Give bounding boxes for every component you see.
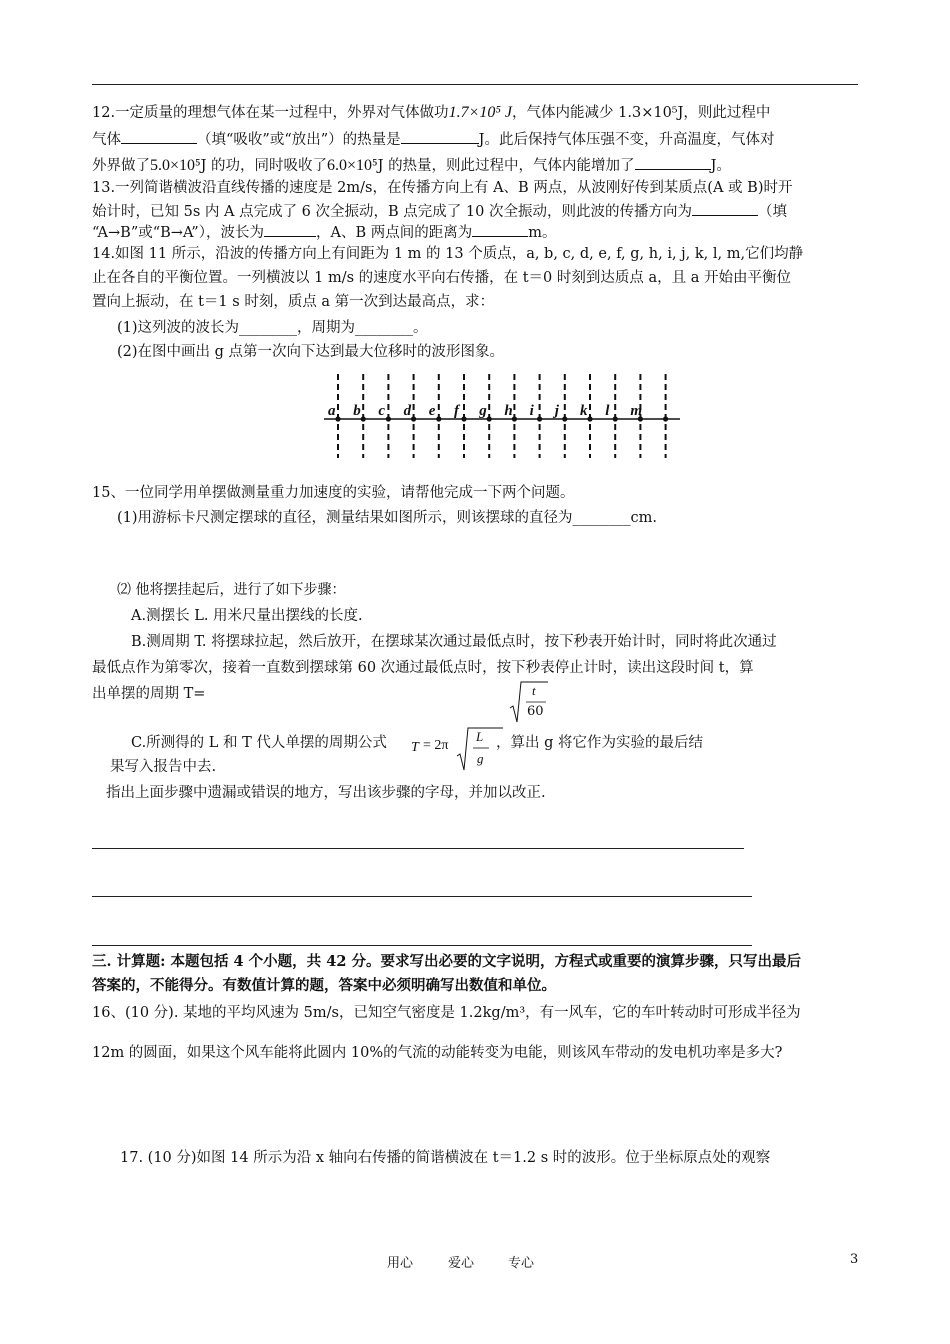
particle-label: k [580,403,588,419]
text: m。 [528,225,557,241]
particle-label: c [378,403,386,419]
particle-dot [361,416,366,421]
particle-dot [335,416,340,421]
q17-line-1: 17. (10 分)如图 14 所示为沿 x 轴向右传播的简谐横波在 t＝1.2 s 时的波形。位于坐标原点处的观察 [120,1150,771,1166]
text: 始计时，已知 5s 内 A 点完成了 6 次全振动，B 点完成了 10 次全振动，则此波的传播方向为 [92,204,692,220]
particle-dot [411,416,416,421]
particle-label: l [605,403,610,419]
answer-line-3[interactable] [92,945,752,946]
text: J 的功，同时吸收了 [200,158,328,174]
footer-text: 用心 [387,1256,414,1271]
particle-label: d [403,403,412,419]
answer-blank[interactable] [635,155,711,170]
particle-dot [663,416,668,421]
q15-step-c-1b: ，算出 g 将它作为实验的最后结 [496,735,703,751]
text: J。此后保持气体压强不变，升高温度，气体对 [478,132,775,148]
q15-line-1: 15、一位同学用单摆做测量重力加速度的实验，请帮他完成一下两个问题。 [92,485,575,501]
q15-step-b-3: 出单摆的周期 T= [92,686,206,702]
q16-line-2: 12m 的圆面，如果这个风车能将此圆内 10%的气流的动能转变为电能，则该风车带动的发电机功率是多大? [92,1045,783,1061]
q15-step-a: A.测摆长 L. 用米尺量出摆线的长度. [131,608,363,624]
particle-dot [461,416,466,421]
formula-eq: = 2π [423,738,449,753]
particle-dot [487,416,492,421]
particle-label: a [328,403,336,419]
particle-dot [562,416,567,421]
q15-step-b-1: B.测周期 T. 将摆球拉起，然后放开，在摆球某次通过最低点时，按下秒表开始计时，同时将此次通过 [131,634,777,650]
top-rule [92,84,858,85]
text: “A→B”或“B→A”），波长为 [92,225,264,241]
answer-line-1[interactable] [92,848,744,849]
particle-label: h [504,403,513,419]
q14-line-1: 14.如图 11 所示，沿波的传播方向上有间距为 1 m 的 13 个质点，a, b, c, d, e, f, g, h, i, j, k, l, m,它们均静 [92,246,804,262]
q12-line-2 [92,129,774,150]
formula: 1.7×10⁵ J [448,104,513,121]
text: J。 [710,158,731,174]
answer-blank[interactable] [692,201,758,216]
text: （填 [757,204,787,220]
section-3-line-1: 三. 计算题: 本题包括 4 个小题，共 42 分。要求写出必要的文字说明，方程式或重要的演算步骤，只写出最后 [92,953,801,970]
q15-step-c-1 [131,733,387,753]
answer-blank[interactable] [472,222,528,237]
denominator: g [477,751,484,766]
footer-text: 专心 [508,1256,535,1271]
formula: 6.0×10⁵ [327,157,378,174]
q15-step-c-2: 果写入报告中去. [110,759,217,775]
formula-T: T [411,740,419,755]
answer-blank[interactable] [264,222,316,237]
particle-label: b [353,403,361,419]
text: ，A、B 两点间的距离为 [315,225,473,241]
text: 外界做了 [92,158,150,174]
particle-dot [386,416,391,421]
q13-line-1: 13.一列简谐横波沿直线传播的速度是 2m/s，在传播方向上有 A、B 两点，从波刚好传到某质点(A 或 B)时开 [92,180,793,196]
answer-blank[interactable] [121,129,197,144]
particle-dot [537,416,542,421]
text: C.所测得的 L 和 T 代人单摆的周期公式 [131,735,387,751]
answer-blank[interactable] [401,129,479,144]
q13-line-2 [92,201,787,222]
particle-label: j [554,403,559,419]
particle-label: f [454,403,459,419]
particle-dot [587,416,592,421]
particle-label: e [428,403,436,419]
denominator: 60 [527,704,544,719]
q14-line-3: 置向上振动，在 t＝1 s 时刻，质点 a 第一次到达最高点，求： [92,294,495,310]
text: ，气体内能减少 1.3×10⁵J，则此过程中 [512,105,771,121]
q15-question: 指出上面步骤中遗漏或错误的地方，写出该步骤的字母，并加以改正. [106,785,546,801]
q16-line-1: 16、(10 分). 某地的平均风速为 5m/s，已知空气密度是 1.2kg/m³，有一风车，它的车叶转动时可形成半径为 [92,1005,801,1021]
q14-sub-2: (2)在图中画出 g 点第一次向下达到最大位移时的波形图象。 [117,344,505,360]
section-3-line-2: 答案的，不能得分。有数值计算的题，答案中必须明确写出数值和单位。 [92,977,556,994]
particle-dot [613,416,618,421]
sqrt-t-over-60 [508,680,548,724]
particle-label: g [479,403,487,419]
q13-line-3 [92,222,556,243]
numerator: L [476,729,484,744]
q12-line-1 [92,103,770,123]
text: （填“吸收”或“放出”）的热量是 [197,132,401,148]
formula: 5.0×10⁵ [150,157,201,174]
q15-sub-1: (1)用游标卡尺测定摆球的直径，测量结果如图所示，则该摆球的直径为________cm. [117,510,658,526]
text: 气体 [92,132,121,148]
q14-sub-1: (1)这列波的波长为________，周期为________。 [117,320,428,336]
q15-sub-2: ⑵ 他将摆挂起后，进行了如下步骤： [117,582,346,598]
particle-label: m [630,403,643,419]
answer-line-2[interactable] [92,896,752,897]
text: J 的热量，则此过程中，气体内能增加了 [377,158,635,174]
page-number: 3 [850,1252,859,1267]
text: 12.一定质量的理想气体在某一过程中，外界对气体做功 [92,105,449,121]
particle-dot [436,416,441,421]
q15-step-b-2: 最低点作为第零次，接着一直数到摆球第 60 次通过最低点时，按下秒表停止计时，读出这段时间 t，算 [92,660,754,676]
q14-line-2: 止在各自的平衡位置。一列横波以 1 m/s 的速度水平向右传播，在 t＝0 时刻到达质点 a，且 a 开始由平衡位 [92,270,792,286]
footer-text: 爱心 [448,1256,475,1271]
particle-diagram [322,370,682,460]
numerator: t [532,683,536,698]
q12-line-3 [92,155,731,176]
particle-label: i [529,403,534,419]
